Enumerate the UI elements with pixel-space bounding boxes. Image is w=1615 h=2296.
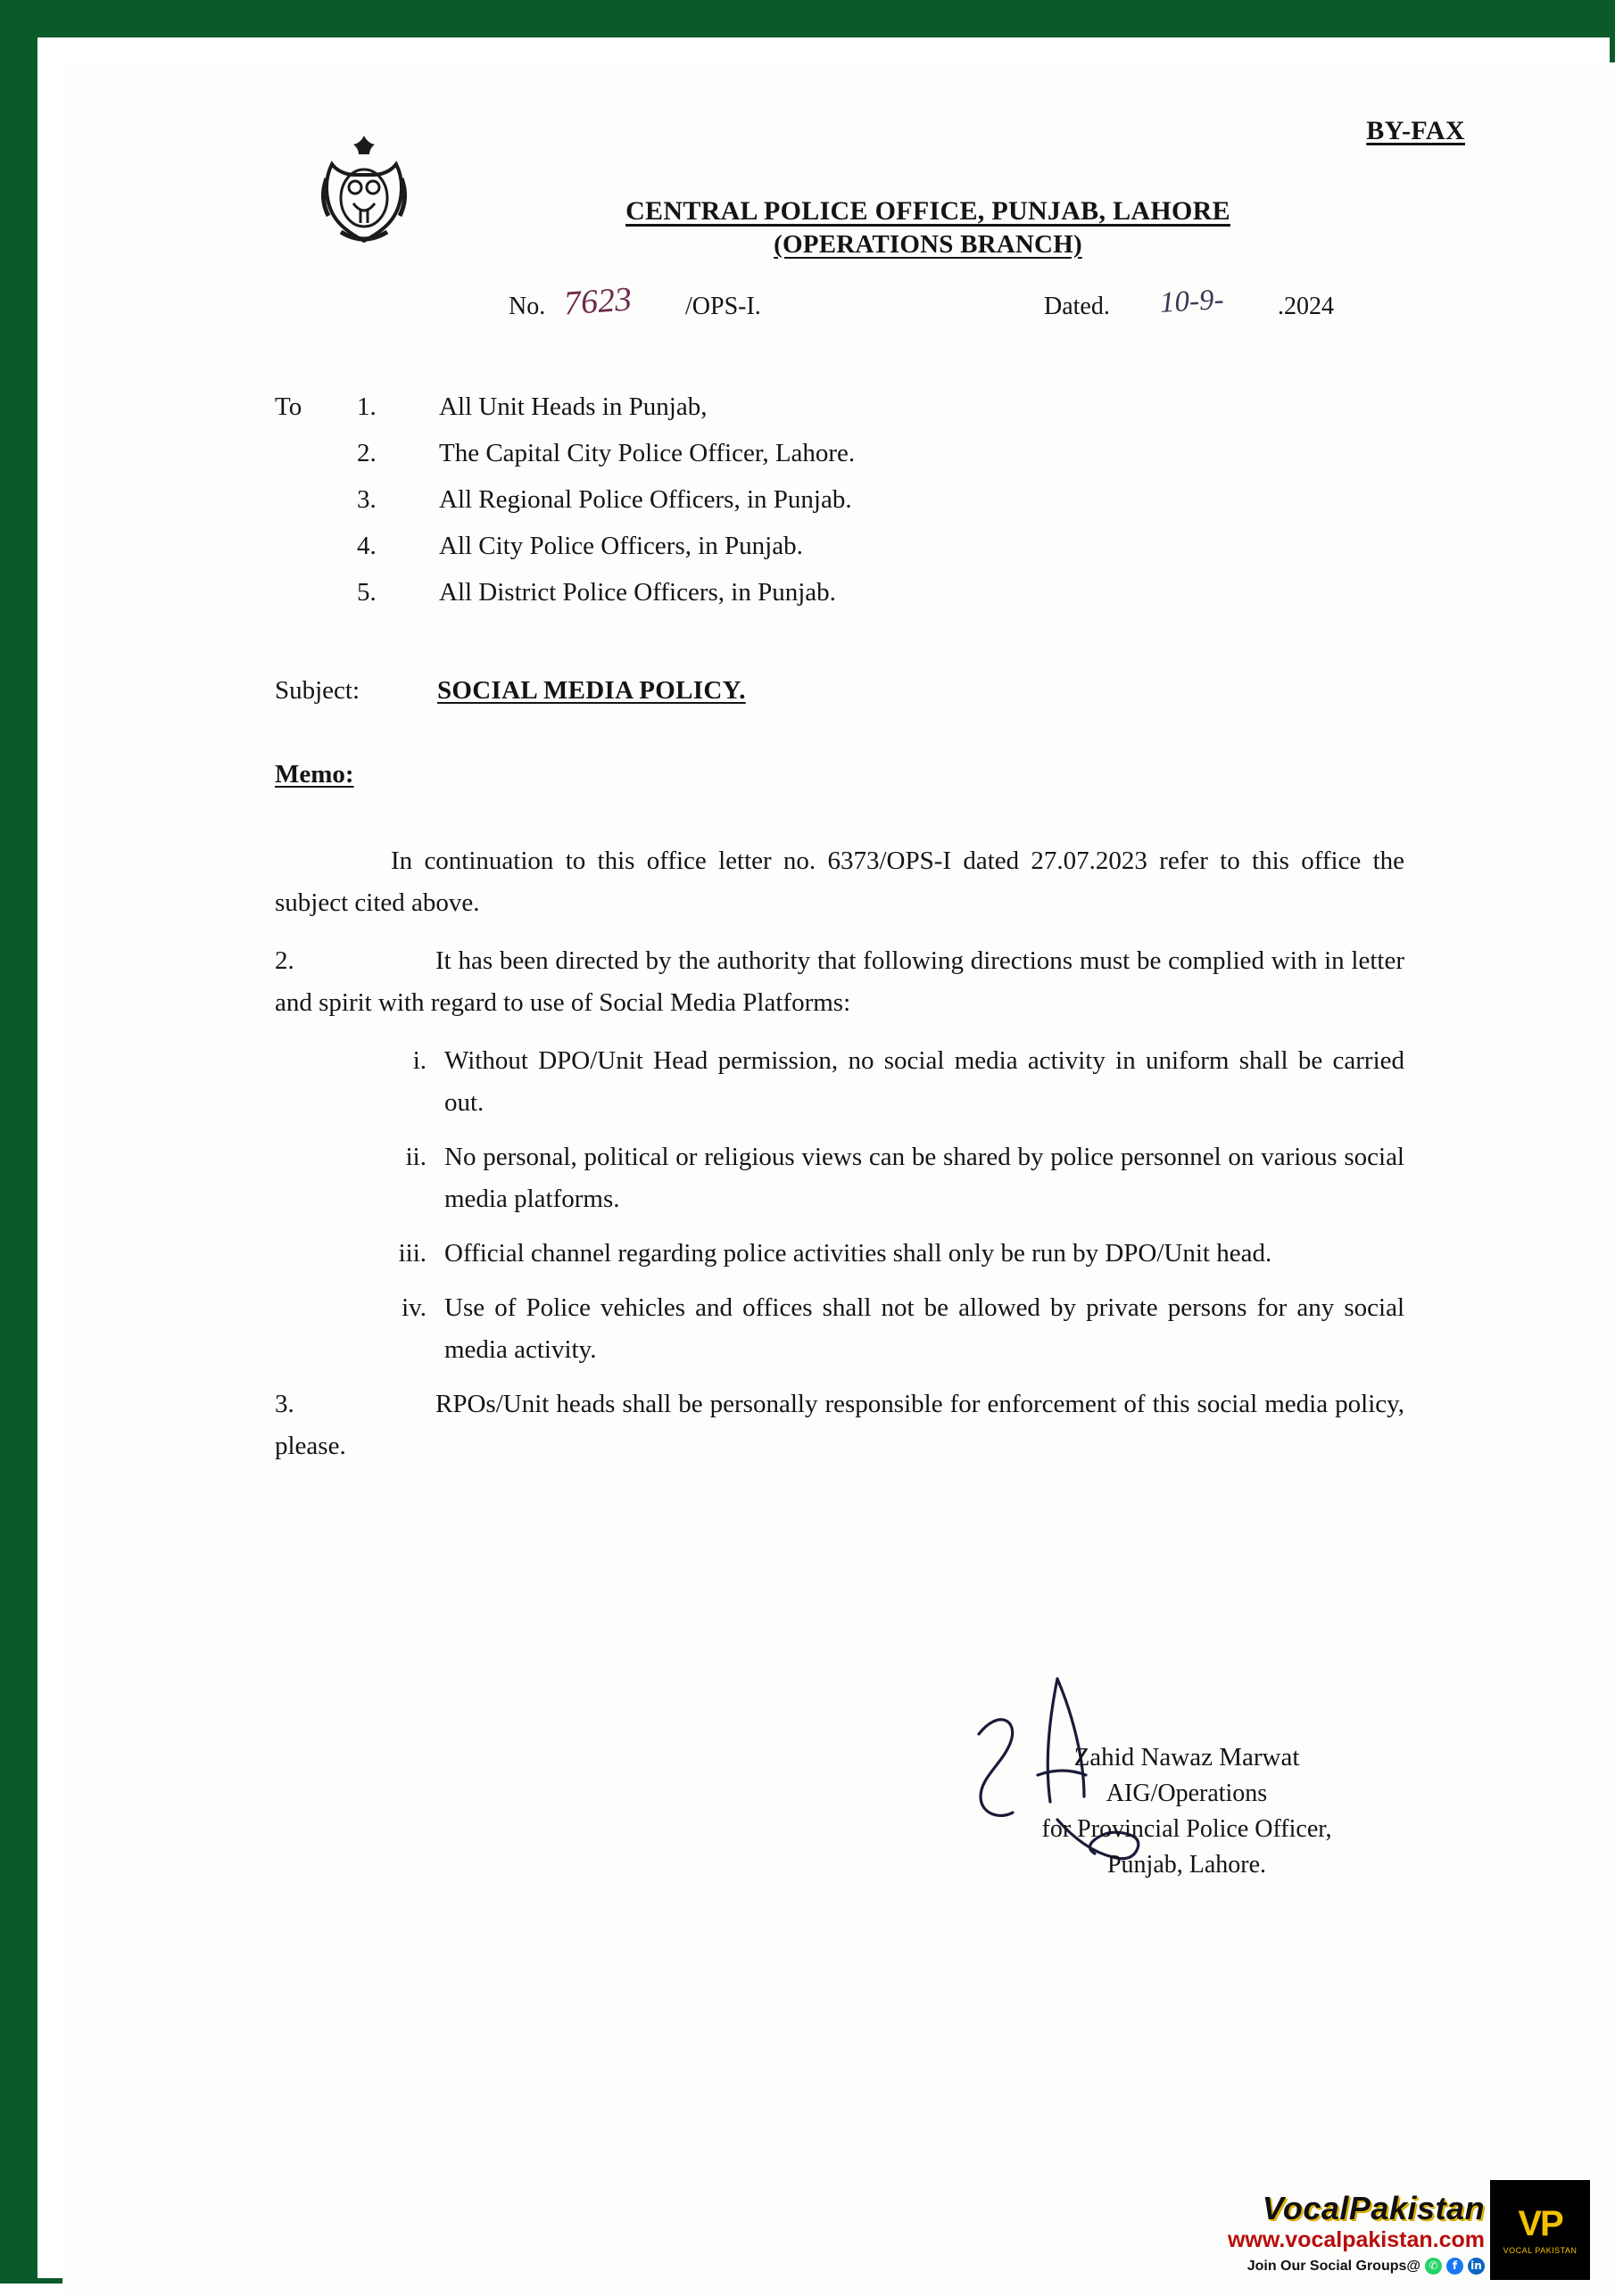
direction-marker: iv. bbox=[402, 1293, 427, 1322]
list-item bbox=[357, 578, 1428, 624]
list-item bbox=[357, 485, 1428, 532]
brand-logo-subtitle: VOCAL PAKISTAN bbox=[1503, 2245, 1578, 2255]
footer-watermark bbox=[1169, 2173, 1597, 2280]
recipient-number: 4. bbox=[357, 532, 377, 560]
paragraph-2-number: 2. bbox=[275, 946, 294, 975]
recipient-text: All District Police Officers, in Punjab. bbox=[439, 578, 836, 607]
signatory-for-line2: Punjab, Lahore. bbox=[1106, 1850, 1267, 1879]
paragraph-2-text: It has been directed by the authority that following directions must be complied with in letter and spirit with regard to use of Social Media Platforms: bbox=[275, 946, 1404, 1017]
office-heading-line2: (OPERATIONS BRANCH) bbox=[774, 230, 1082, 259]
brand-url[interactable]: www.vocalpakistan.com bbox=[1227, 2227, 1485, 2252]
recipient-list bbox=[357, 392, 1428, 624]
recipient-text: The Capital City Police Officer, Lahore. bbox=[439, 439, 856, 467]
memo-label: Memo: bbox=[275, 760, 354, 789]
signatory-designation: AIG/Operations bbox=[1106, 1780, 1268, 1808]
recipient-text: All Unit Heads in Punjab, bbox=[439, 392, 708, 421]
list-item bbox=[275, 1233, 1404, 1275]
paragraph-2 bbox=[275, 940, 1404, 1024]
signatory-for-line1: for Provincial Police Officer, bbox=[1041, 1814, 1332, 1843]
list-item bbox=[275, 1040, 1404, 1124]
recipient-number: 3. bbox=[357, 485, 377, 514]
brand-text-box bbox=[1172, 2190, 1485, 2275]
direction-text: No personal, political or religious views can be shared by police personnel on various social media platforms. bbox=[444, 1142, 1404, 1213]
recipient-text: All Regional Police Officers, in Punjab. bbox=[439, 485, 852, 514]
to-label: To bbox=[275, 392, 302, 421]
reference-no-label: No. bbox=[509, 293, 546, 320]
brand-social-text: Join Our Social Groups@ bbox=[1246, 2258, 1420, 2274]
paragraph-3-text: RPOs/Unit heads shall be personally responsible for enforcement of this social media policy, please. bbox=[275, 1389, 1404, 1460]
whatsapp-icon[interactable]: ✆ bbox=[1425, 2258, 1442, 2275]
recipient-text: All City Police Officers, in Punjab. bbox=[439, 532, 803, 560]
signature-block bbox=[937, 1739, 1437, 1882]
office-heading bbox=[482, 196, 1374, 260]
police-crest-icon bbox=[314, 132, 414, 250]
direction-text: Without DPO/Unit Head permission, no social media activity in uniform shall be carried out. bbox=[444, 1045, 1404, 1117]
reference-year: .2024 bbox=[1278, 293, 1334, 320]
subject-value: SOCIAL MEDIA POLICY. bbox=[437, 676, 746, 705]
facebook-icon[interactable]: f bbox=[1446, 2258, 1463, 2275]
brand-logo-mark: VP bbox=[1518, 2203, 1562, 2243]
reference-no-value: 7623 bbox=[562, 280, 634, 323]
subject-label: Subject: bbox=[275, 676, 360, 705]
list-item bbox=[357, 439, 1428, 485]
paragraph-1 bbox=[275, 840, 1404, 924]
brand-logo bbox=[1490, 2180, 1590, 2280]
recipient-number: 5. bbox=[357, 578, 377, 607]
paragraph-3 bbox=[275, 1383, 1404, 1467]
document-sheet bbox=[62, 62, 1615, 2296]
direction-text: Use of Police vehicles and offices shall not be allowed by private persons for any social media activity. bbox=[444, 1293, 1404, 1364]
directions-list bbox=[275, 1040, 1404, 1371]
brand-title: VocalPakistan bbox=[1262, 2190, 1485, 2226]
recipient-number: 1. bbox=[357, 392, 377, 421]
reference-date-value: 10-9- bbox=[1159, 284, 1225, 319]
list-item bbox=[275, 1136, 1404, 1220]
recipient-number: 2. bbox=[357, 439, 377, 467]
list-item bbox=[357, 532, 1428, 578]
paragraph-1-text: In continuation to this office letter no. 6373/OPS-I dated 27.07.2023 refer to this office the subject cited above. bbox=[275, 847, 1404, 917]
linkedin-icon[interactable]: in bbox=[1468, 2258, 1485, 2275]
reference-date-label: Dated. bbox=[1044, 293, 1110, 320]
list-item bbox=[275, 1287, 1404, 1371]
reference-no-suffix: /OPS-I. bbox=[685, 293, 761, 320]
direction-text: Official channel regarding police activities shall only be run by DPO/Unit head. bbox=[444, 1238, 1272, 1268]
by-fax-label: BY-FAX bbox=[1366, 116, 1465, 145]
list-item bbox=[357, 392, 1428, 439]
page-border-inner bbox=[32, 32, 1615, 2284]
signatory-name: Zahid Nawaz Marwat bbox=[1073, 1743, 1300, 1772]
paragraph-3-number: 3. bbox=[275, 1389, 294, 1418]
direction-marker: ii. bbox=[405, 1142, 427, 1171]
brand-social-row bbox=[1172, 2258, 1485, 2275]
direction-marker: iii. bbox=[398, 1238, 427, 1268]
direction-marker: i. bbox=[412, 1045, 427, 1075]
document-body bbox=[275, 840, 1404, 1483]
office-heading-line1: CENTRAL POLICE OFFICE, PUNJAB, LAHORE bbox=[625, 196, 1230, 226]
